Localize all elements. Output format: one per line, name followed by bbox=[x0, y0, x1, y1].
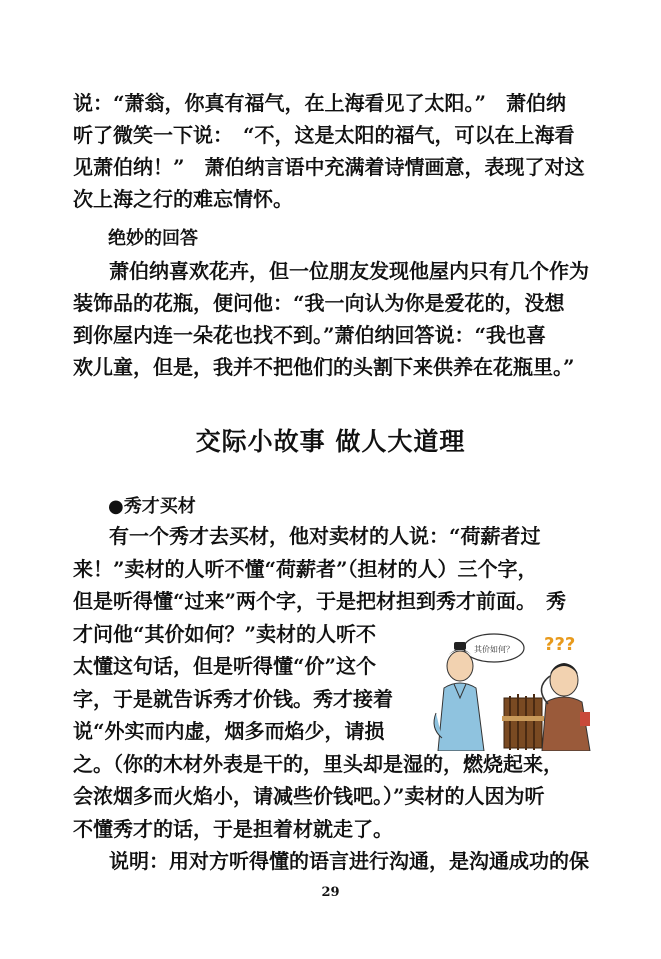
paragraph-line: 说“外实而内虚，烟多而焰少，请损 bbox=[73, 719, 385, 743]
paragraph-line: 欢儿童，但是，我并不把他们的头割下来供养在花瓶里。” bbox=[73, 355, 575, 379]
paragraph-line: 但是听得懂“过来”两个字，于是把材担到秀才前面。 秀 bbox=[73, 589, 567, 613]
paragraph-line: 有一个秀才去买材，他对卖材的人说：“荷薪者过 bbox=[109, 524, 541, 548]
paragraph-line: 说：“萧翁，你真有福气，在上海看见了太阳。” 萧伯纳 bbox=[73, 91, 567, 115]
paragraph-line: 太懂这句话，但是听得懂“价”这个 bbox=[73, 654, 377, 678]
firewood-bundle bbox=[502, 694, 544, 750]
paragraph-line: 不懂秀才的话，于是担着材就走了。 bbox=[73, 816, 393, 841]
paragraph-line: 才问他“其价如何？”卖材的人听不 bbox=[73, 621, 377, 646]
paragraph-line: 来！”卖材的人听不懂“荷薪者”（担材的人）三个字， bbox=[73, 556, 538, 581]
paragraph-line: 见萧伯纳！” 萧伯纳言语中充满着诗情画意，表现了对这 bbox=[73, 155, 585, 179]
paragraph-line: 萧伯纳喜欢花卉，但一位朋友发现他屋内只有几个作为 bbox=[109, 259, 589, 283]
paragraph-line: 装饰品的花瓶，便问他：“我一向认为你是爱花的，没想 bbox=[73, 291, 565, 315]
scholar-firewood-illustration bbox=[424, 628, 594, 751]
paragraph-line: 听了微笑一下说： “不，这是太阳的福气，可以在上海看 bbox=[73, 123, 575, 147]
paragraph-line: 到你屋内连一朵花也找不到。”萧伯纳回答说：“我也喜 bbox=[73, 323, 547, 347]
paragraph-line: 次上海之行的难忘情怀。 bbox=[73, 187, 293, 211]
paragraph-line: 字，于是就告诉秀才价钱。秀才接着 bbox=[73, 686, 393, 711]
paragraph-line: 之。（你的木材外表是干的，里头却是湿的，燃烧起来， bbox=[73, 751, 563, 776]
section-title: ●秀才买材 bbox=[108, 496, 196, 517]
paragraph-line: 会浓烟多而火焰小，请减些价钱吧。）”卖材的人因为听 bbox=[73, 784, 545, 808]
page-number: 29 bbox=[321, 885, 340, 900]
chapter-title: 交际小故事 做人大道理 bbox=[195, 427, 466, 456]
note-line: 说明：用对方听得懂的语言进行沟通，是沟通成功的保 bbox=[109, 849, 589, 873]
answer-paragraph bbox=[73, 255, 593, 383]
speech-text: 其价如何？ bbox=[474, 645, 514, 654]
question-marks: ??? bbox=[544, 634, 576, 655]
subheading bbox=[108, 223, 628, 255]
subheading-text: 绝妙的回答 bbox=[108, 228, 198, 249]
top-paragraph bbox=[73, 87, 593, 215]
